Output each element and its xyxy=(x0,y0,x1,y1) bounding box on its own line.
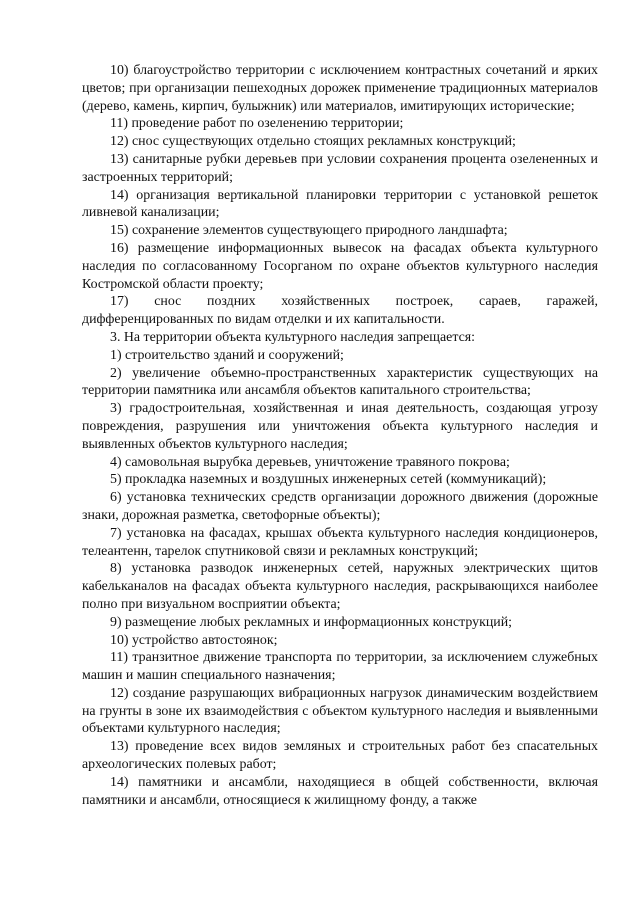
prohibition-item-5: 5) прокладка наземных и воздушных инженерных сетей (коммуникаций); xyxy=(110,472,547,488)
paragraph-item-17: 17) снос поздних хозяйственных построек, сараев, гаражей, дифференцированных по видам отделки и их капитальности. xyxy=(82,294,598,328)
prohibition-item-3: 3) градостроительная, хозяйственная и иная деятельность, создающая угрозу повреждения, разрушения или уничтожения объекта культурного наследия и выявленных объектов культурного наследия; xyxy=(82,401,598,452)
prohibition-item-8: 8) установка разводок инженерных сетей, наружных электрических щитов кабельканалов на фасадах объекта культурного наследия, раскрывающихся наиболее полно при визуальном восприятии объекта; xyxy=(82,561,598,612)
prohibition-item-9: 9) размещение любых рекламных и информационных конструкций; xyxy=(110,614,513,630)
prohibition-item-14: 14) памятники и ансамбли, находящиеся в общей собственности, включая памятники и ансамбли, относящиеся к жилищному фонду, а также xyxy=(82,774,598,808)
prohibition-item-10: 10) устройство автостоянок; xyxy=(110,632,278,648)
paragraph-item-15: 15) сохранение элементов существующего природного ландшафта; xyxy=(110,223,508,239)
paragraph-item-11: 11) проведение работ по озеленению территории; xyxy=(110,116,404,132)
paragraph-item-12: 12) снос существующих отдельно стоящих рекламных конструкций; xyxy=(110,134,516,150)
paragraph-item-16: 16) размещение информационных вывесок на фасадах объекта культурного наследия по согласованному Госорганом по охране объектов культурного наследия Костромской области проекту; xyxy=(82,240,598,292)
prohibition-item-1: 1) строительство зданий и сооружений; xyxy=(110,347,344,363)
prohibition-item-4: 4) самовольная вырубка деревьев, уничтожение травяного покрова; xyxy=(110,454,510,470)
document-page xyxy=(82,62,598,809)
prohibition-item-11: 11) транзитное движение транспорта по территории, за исключением служебных машин и машин специального назначения; xyxy=(82,650,598,684)
section-heading-3: 3. На территории объекта культурного наследия запрещается: xyxy=(110,329,475,345)
prohibition-item-2: 2) увеличение объемно-пространственных характеристик существующих на территории памятника или ансамбля объектов капитального строительства; xyxy=(82,365,598,399)
paragraph-item-13: 13) санитарные рубки деревьев при условии сохранения процента озелененных и застроенных территорий; xyxy=(82,151,598,185)
paragraph-item-14: 14) организация вертикальной планировки территории с установкой решеток ливневой канализации; xyxy=(82,187,598,221)
prohibition-item-6: 6) установка технических средств организации дорожного движения (дорожные знаки, дорожная разметка, светофорные объекты); xyxy=(82,490,598,523)
prohibition-item-13: 13) проведение всех видов земляных и строительных работ без спасательных археологических полевых работ; xyxy=(82,739,598,773)
paragraph-item-10: 10) благоустройство территории с исключением контрастных сочетаний и ярких цветов; при организации пешеходных дорожек применение традиционных материалов (дерево, камень, кирпич, булыжник) или материалов, имитирующих исторические; xyxy=(82,63,598,114)
prohibition-item-12: 12) создание разрушающих вибрационных нагрузок динамическим воздействием на грунты в зоне их взаимодействия с объектом культурного наследия и выявленными объектами культурного наследия; xyxy=(82,685,598,737)
prohibition-item-7: 7) установка на фасадах, крышах объекта культурного наследия кондиционеров, телеантенн, тарелок спутниковой связи и рекламных конструкций; xyxy=(82,525,598,559)
